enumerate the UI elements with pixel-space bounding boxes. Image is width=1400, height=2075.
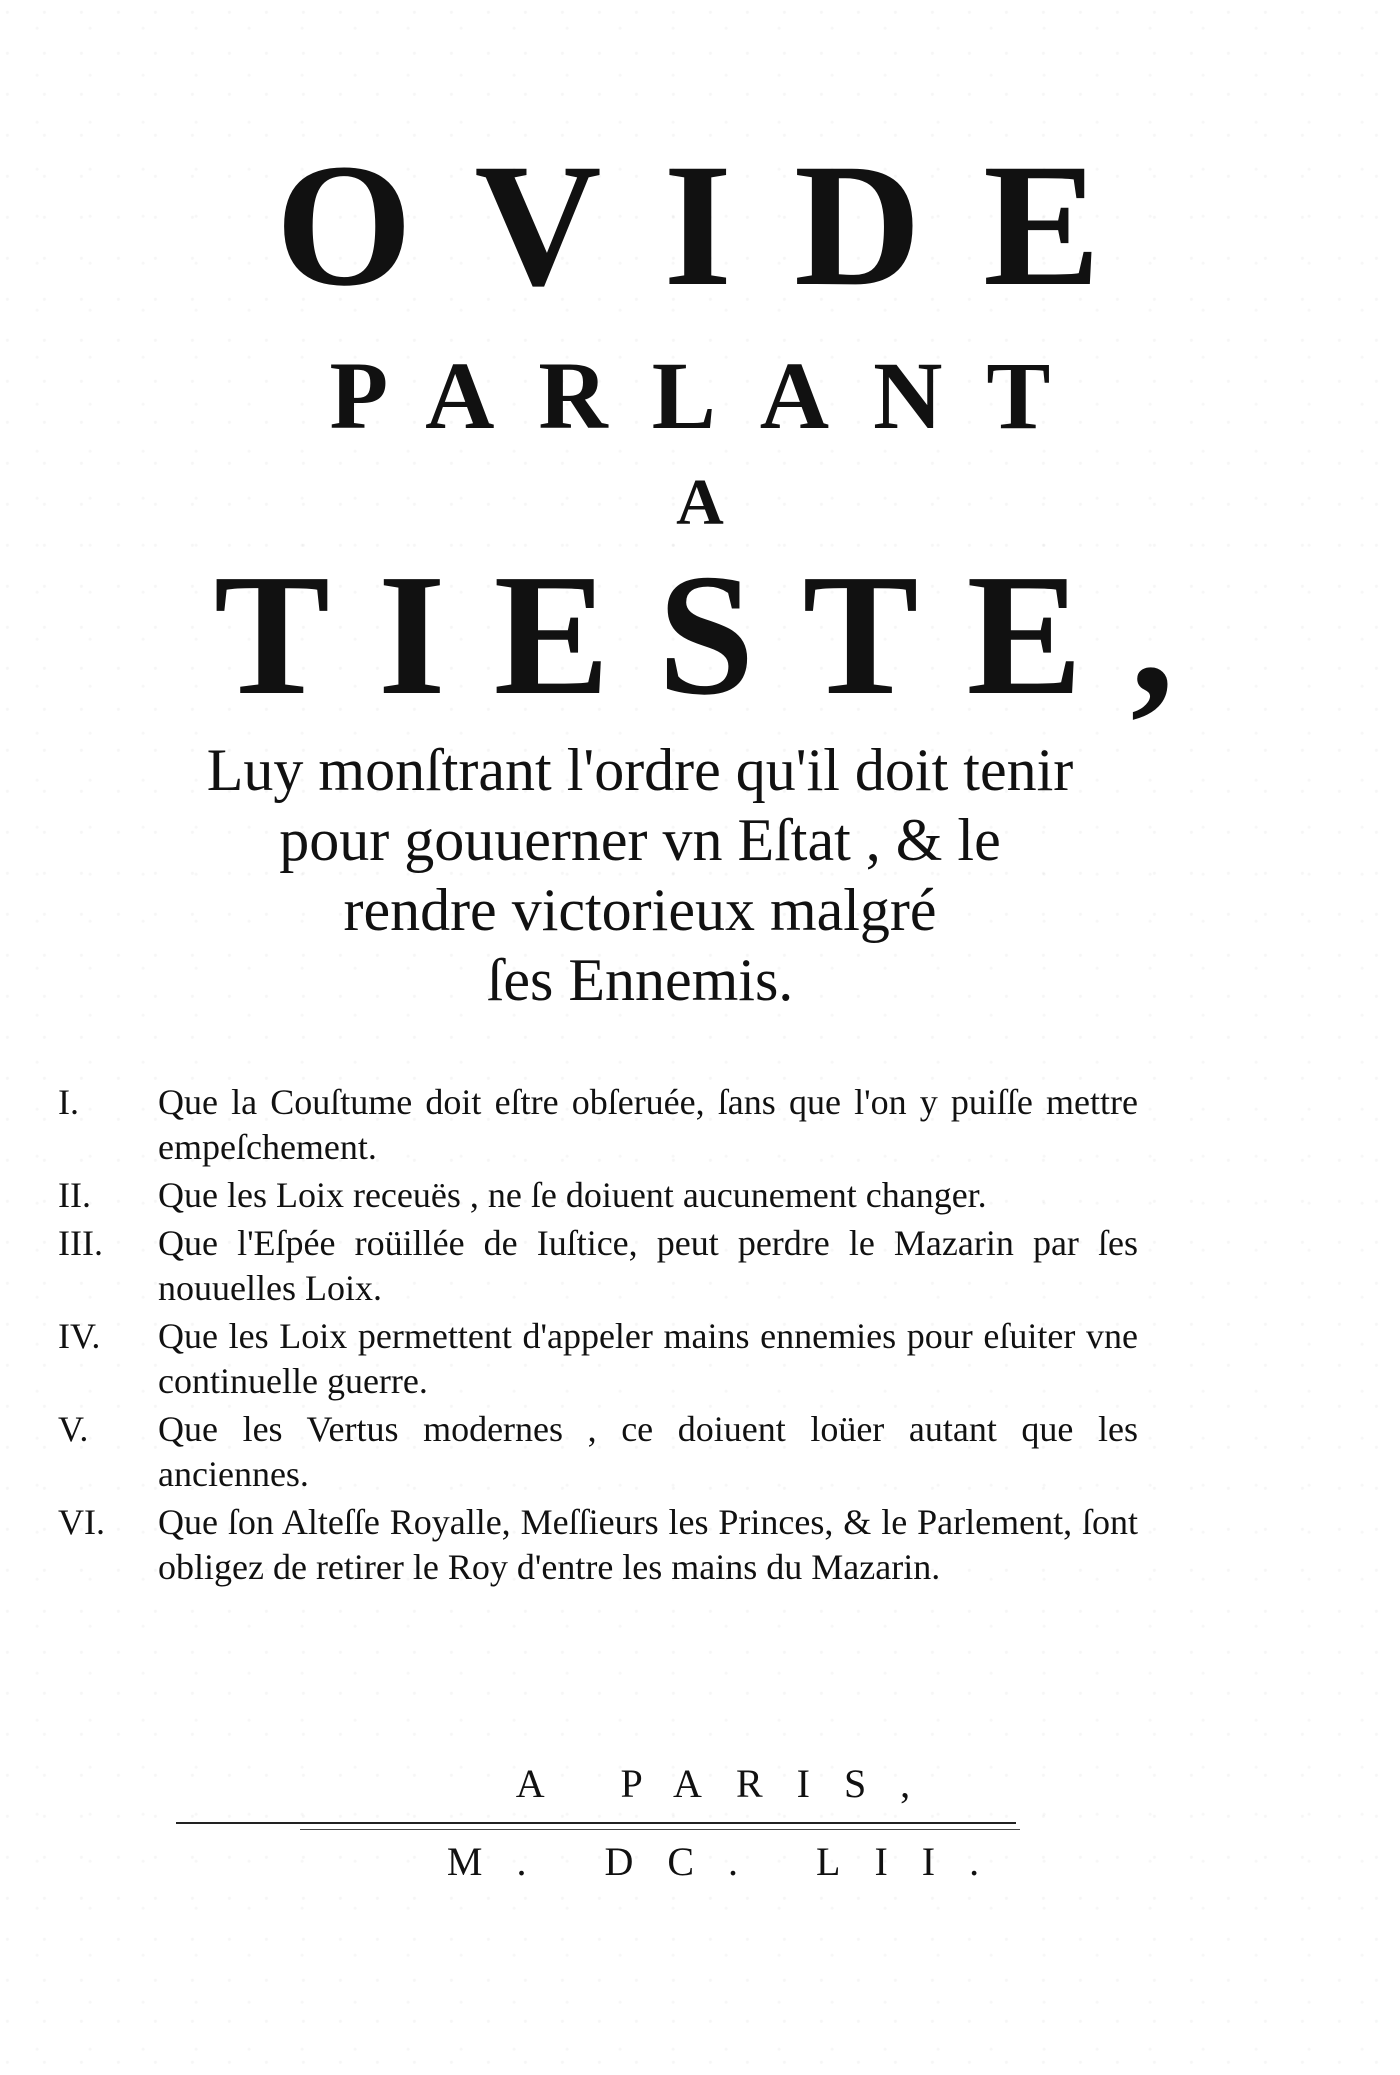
- point-text: Que l'Eſpée roüillée de Iuſtice, peut perdre le Mazarin par ſes nouuelles Loix.: [158, 1223, 1138, 1308]
- imprint-rule-secondary: [300, 1829, 1020, 1830]
- point-item: [58, 1221, 1138, 1311]
- subtitle-line-3: rendre victorieux malgré: [343, 877, 937, 943]
- point-numeral: III.: [58, 1223, 103, 1263]
- title-ovide: OVIDE: [275, 128, 1163, 323]
- point-item: [58, 1080, 1138, 1170]
- subtitle-line-4: ſes Ennemis.: [486, 947, 794, 1013]
- point-text: Que ſon Alteſſe Royalle, Meſſieurs les Princes, & le Parlement, ſont obligez de retirer le Roy d'entre les mains du Mazarin.: [158, 1502, 1138, 1587]
- point-text: Que les Vertus modernes , ce doiuent loüer autant que les anciennes.: [158, 1409, 1138, 1494]
- point-numeral: I.: [58, 1082, 79, 1122]
- subtitle-line-1: Luy monſtrant l'ordre qu'il doit tenir: [206, 737, 1074, 803]
- point-numeral: VI.: [58, 1502, 105, 1542]
- imprint-place: A PARIS,: [515, 1761, 945, 1806]
- points-list: [58, 1080, 1138, 1593]
- point-text: Que la Couſtume doit eſtre obſeruée, ſans que l'on y puiſſe mettre empeſchement.: [158, 1082, 1138, 1167]
- imprint-rule: [176, 1822, 1016, 1824]
- title-tieste: TIESTE,: [213, 538, 1223, 731]
- point-item: [58, 1173, 1138, 1218]
- point-numeral: II.: [58, 1175, 91, 1215]
- subtitle: [60, 735, 1220, 1015]
- point-text: Que les Loix permettent d'appeler mains ennemies pour eſuiter vne continuelle guerre.: [158, 1316, 1138, 1401]
- point-numeral: IV.: [58, 1316, 101, 1356]
- title-parlant: PARLANT: [329, 342, 1095, 449]
- point-text: Que les Loix receuës , ne ſe doiuent aucunement changer.: [158, 1175, 987, 1215]
- imprint-year: M. DC. LII.: [446, 1839, 1014, 1884]
- point-item: [58, 1500, 1138, 1590]
- point-numeral: V.: [58, 1409, 89, 1449]
- point-item: [58, 1407, 1138, 1497]
- title-a: A: [676, 466, 724, 539]
- point-item: [58, 1314, 1138, 1404]
- subtitle-line-2: pour gouuerner vn Eſtat , & le: [279, 807, 1001, 873]
